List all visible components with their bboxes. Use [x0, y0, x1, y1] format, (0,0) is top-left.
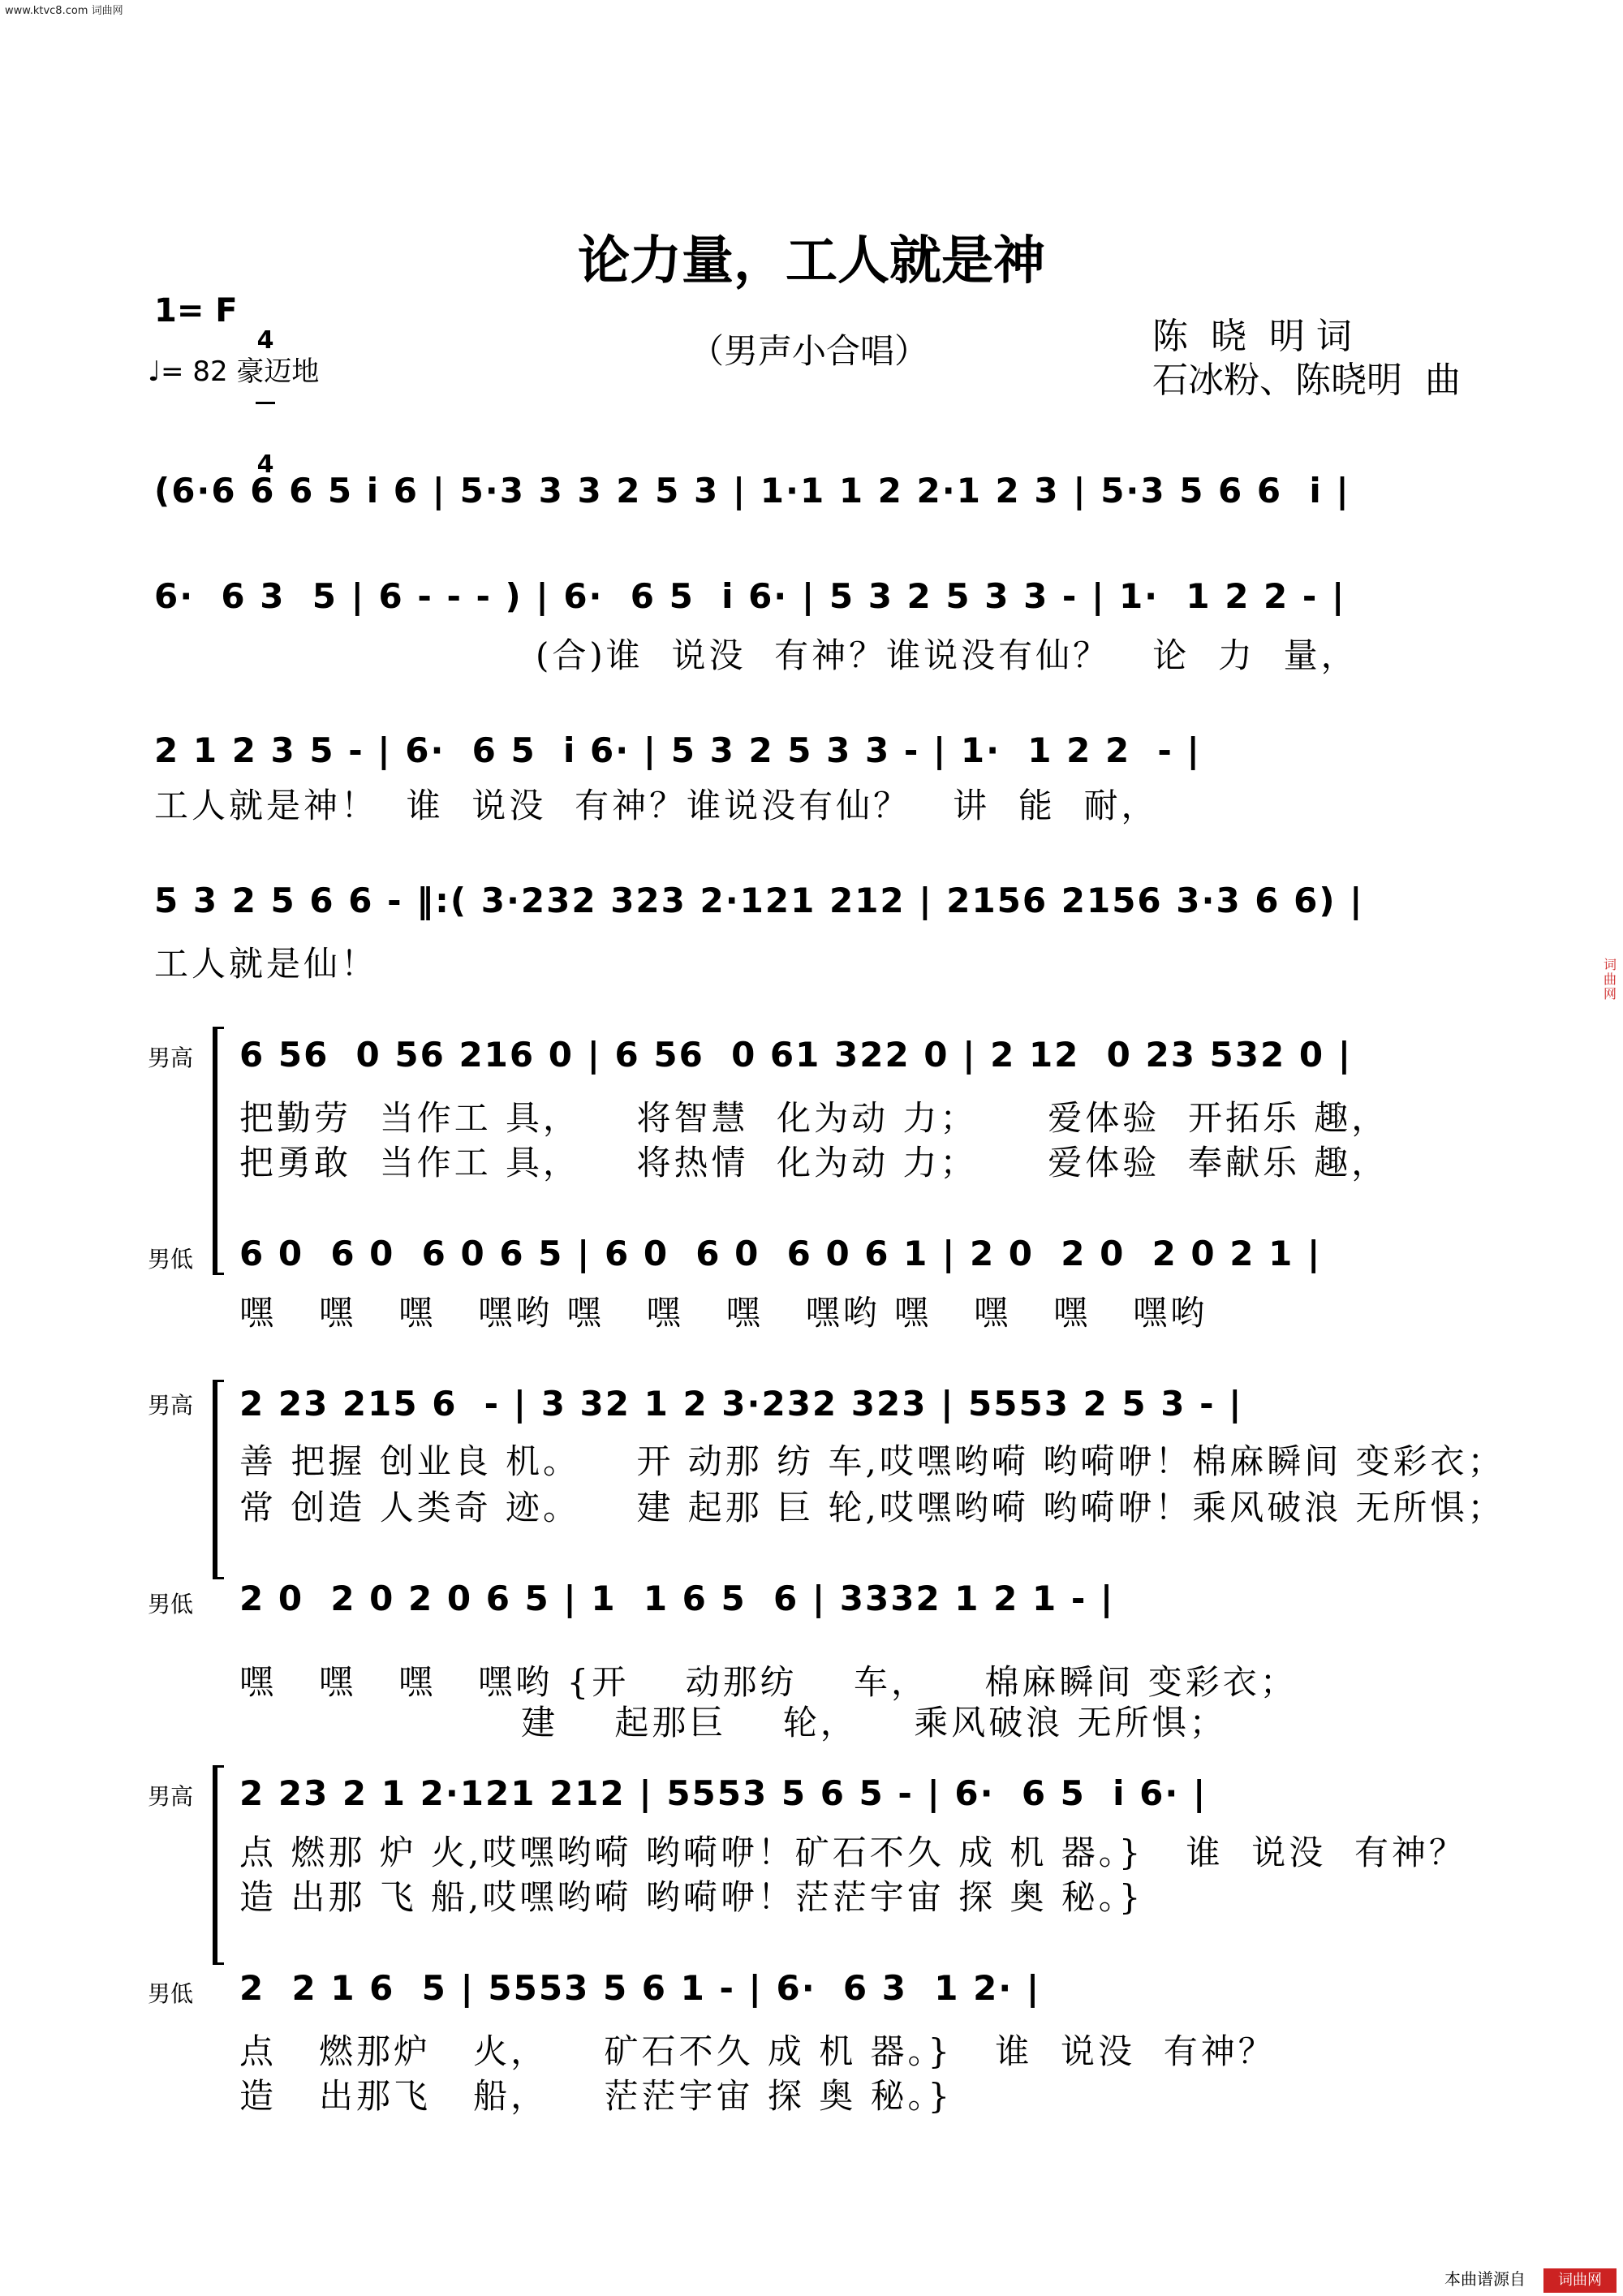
voice-label-high: 男高	[148, 1783, 194, 1810]
low-notes-1: 6 0 6 0 6 0 6 5 | 6 0 6 0 6 0 6 1 | 2 0 2 0 2 0 2 1 |	[239, 1234, 1322, 1273]
notation-line-1: (6·6 6 6 5 i 6 | 5·3 3 3 2 5 3 | 1·1 1 2 2·1 2 3 | 5·3 5 6 6 i |	[154, 471, 1350, 510]
low-lyrics-1: 嘿 嘿 嘿 嘿哟 嘿 嘿 嘿 嘿哟 嘿 嘿 嘿 嘿哟	[239, 1293, 1208, 1333]
system-bracket	[213, 1765, 224, 1965]
high-notes-1: 6 56 0 56 216 0 | 6 56 0 61 322 0 | 2 12 0 23 532 0 |	[239, 1035, 1353, 1075]
high-lyrics-1a: 把勤劳 当作工 具， 将智慧 化为动 力； 爱体验 开拓乐 趣，	[239, 1098, 1389, 1138]
footer-source-text: 本曲谱源自	[1444, 2269, 1526, 2289]
voice-label-low: 男低	[148, 1591, 194, 1618]
voice-label-low: 男低	[148, 1980, 194, 2007]
composer-credit: 石冰粉、陈晓明 曲	[1152, 360, 1461, 401]
lyrics-line-4: 工人就是仙！	[154, 944, 379, 984]
lyrics-line-2: (合)谁 说没 有神？谁说没有仙？ 论 力 量，	[536, 635, 1358, 675]
time-sig-top: 4	[256, 326, 274, 355]
song-title: 论力量，工人就是神	[578, 231, 1045, 291]
voice-label-low: 男低	[148, 1246, 194, 1273]
low-lyrics-2a: 嘿 嘿 嘿 嘿哟 {开 动那纺 车， 棉麻瞬间 变彩衣；	[239, 1662, 1298, 1702]
voice-label-high: 男高	[148, 1045, 194, 1071]
subtitle: （男声小合唱）	[690, 331, 929, 371]
system-bracket	[213, 1380, 224, 1579]
low-notes-2: 2 0 2 0 2 0 6 5 | 1 1 6 5 6 | 3332 1 2 1 - |	[239, 1579, 1115, 1618]
key-signature: 1= F	[154, 292, 238, 330]
notation-line-2: 6· 6 3 5 | 6 - - - ) | 6· 6 5 i 6· | 5 3 2 5 3 3 - | 1· 1 2 2 - |	[154, 576, 1346, 616]
lyricist-credit: 陈 晓 明 词	[1152, 316, 1352, 357]
footer-logo: 词曲网	[1543, 2268, 1617, 2293]
high-lyrics-3b: 造 出那 飞 船,哎嘿哟嗬 哟嗬咿！茫茫宇宙 探 奥 秘。}	[239, 1877, 1144, 1917]
high-lyrics-2b: 常 创造 人类奇 迹。 建 起那 巨 轮,哎嘿哟嗬 哟嗬咿！乘风破浪 无所惧；	[239, 1488, 1505, 1527]
site-header: www.ktvc8.com 词曲网	[5, 5, 123, 17]
system-bracket	[213, 1027, 224, 1275]
side-watermark: 词曲网	[1604, 957, 1617, 1002]
tempo-marking: ♩= 82 豪迈地	[148, 355, 320, 388]
low-notes-3: 2 2 1 6 5 | 5553 5 6 1 - | 6· 6 3 1 2· |	[239, 1968, 1041, 2008]
high-lyrics-3a: 点 燃那 炉 火,哎嘿哟嗬 哟嗬咿！矿石不久 成 机 器。} 谁 说没 有神？	[239, 1833, 1466, 1872]
low-lyrics-2b: 建 起那巨 轮， 乘风破浪 无所惧；	[239, 1703, 1227, 1742]
time-sig-bottom: 4	[256, 450, 274, 479]
lyrics-line-3: 工人就是神！ 谁 说没 有神？谁说没有仙？ 讲 能 耐，	[154, 786, 1159, 825]
high-notes-3: 2 23 2 1 2·121 212 | 5553 5 6 5 - | 6· 6 5 i 6· |	[239, 1773, 1208, 1813]
time-signature	[256, 280, 275, 502]
notation-line-3: 2 1 2 3 5 - | 6· 6 5 i 6· | 5 3 2 5 3 3 - | 1· 1 2 2 - |	[154, 730, 1201, 770]
high-lyrics-2a: 善 把握 创业良 机。 开 动那 纺 车,哎嘿哟嗬 哟嗬咿！棉麻瞬间 变彩衣；	[239, 1441, 1505, 1481]
notation-line-4: 5 3 2 5 6 6 - ‖:( 3·232 323 2·121 212 | 2156 2156 3·3 6 6) |	[154, 881, 1364, 920]
high-lyrics-1b: 把勇敢 当作工 具， 将热情 化为动 力； 爱体验 奉献乐 趣，	[239, 1143, 1389, 1182]
voice-label-high: 男高	[148, 1392, 194, 1419]
high-notes-2: 2 23 215 6 - | 3 32 1 2 3·232 323 | 5553 2 5 3 - |	[239, 1384, 1243, 1424]
low-lyrics-3b: 造 出那飞 船， 茫茫宇宙 探 奥 秘。}	[239, 2076, 954, 2116]
low-lyrics-3a: 点 燃那炉 火， 矿石不久 成 机 器。} 谁 说没 有神？	[239, 2031, 1276, 2071]
